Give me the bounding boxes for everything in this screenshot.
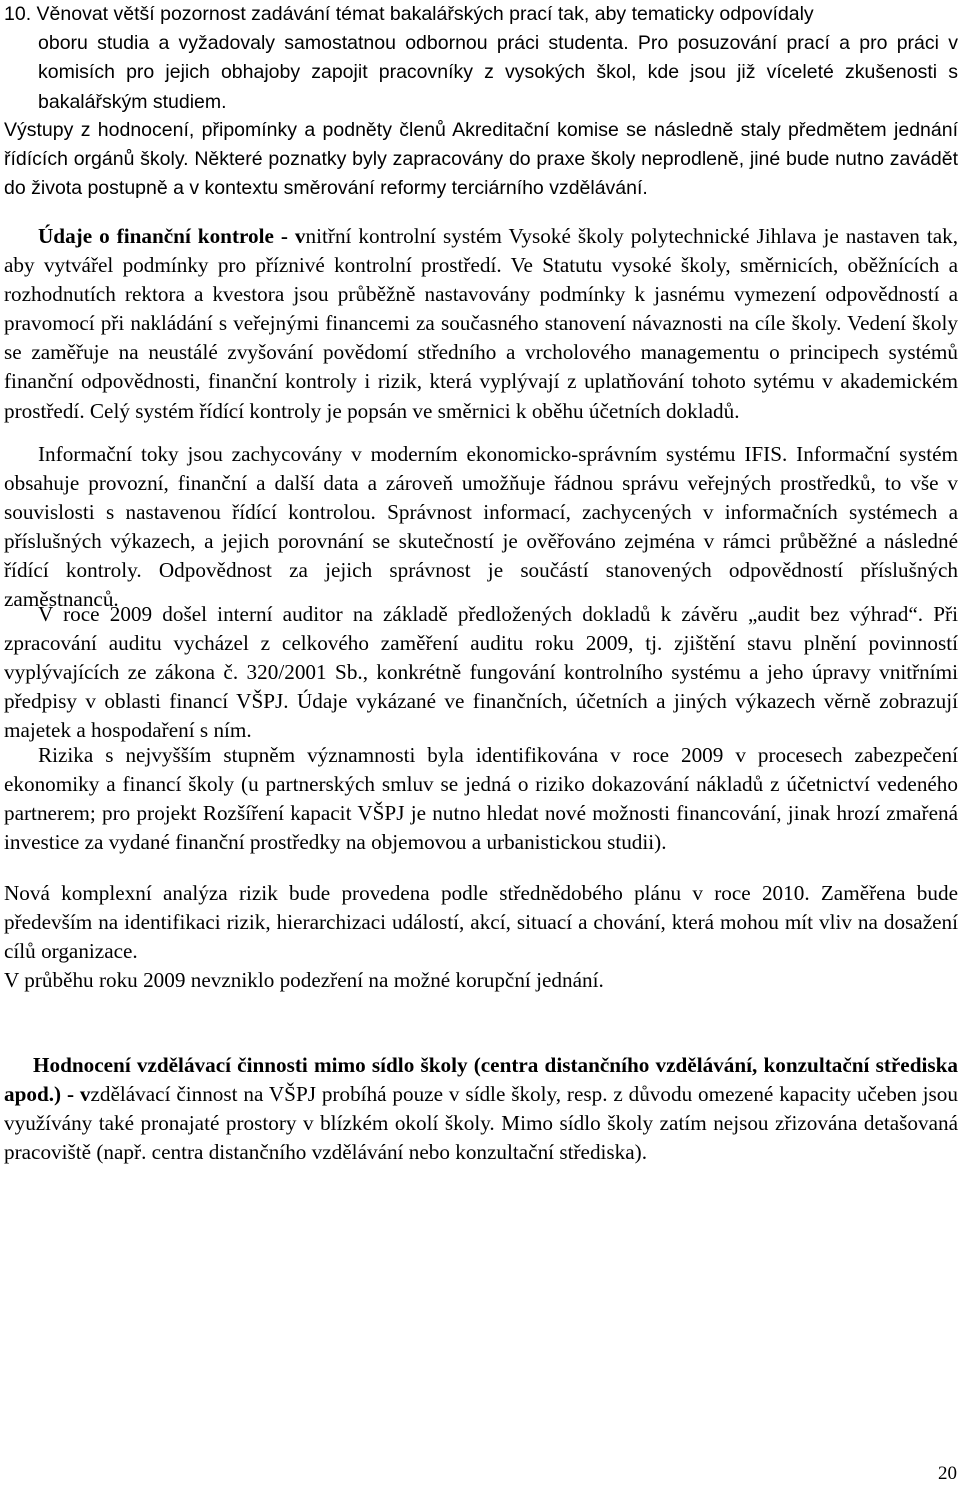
list-item-10 [4, 0, 958, 117]
outside-seat-heading: Hodnocení vzdělávací činnosti mimo sídlo školy (centra distančního vzdělávání, konzultační střediska apod.) - v [4, 1053, 958, 1107]
page-number: 20 [938, 1463, 957, 1484]
financial-control-text: nitřní kontrolní systém Vysoké školy polytechnické Jihlava je nastaven tak, aby vytvářel podmínky pro příznivé kontrolní prostředí. Ve Statutu vysoké školy, směrnicích, oběžnících a rozhodnutích rektora a kvestora jsou průběžně nastavovány podmínky k jasnému vymezení odpovědností a pravomocí při nakládání s veřejnými financemi za současného stanovení návaznosti na cíle školy. Vedení školy se zaměřuje na neustálé zvyšování povědomí středního a vrcholového managementu o principech systémů finanční odpovědnosti, finanční kontroly i rizik, která vyplývají z uplatňování tohoto sytému v akademickém prostředí. Celý systém řídící kontroly je popsán ve směrnici k oběhu účetních dokladů. [4, 224, 958, 423]
outside-seat-paragraph [4, 1051, 958, 1167]
list-item-number: 10. [4, 3, 32, 25]
list-item-text: oboru studia a vyžadovaly samostatnou odbornou práci studenta. Pro posuzování prací a pro práci v komisích pro jejich obhajoby zapojit pracovníky z vysokých škol, kde jsou již víceleté zkušenosti s bakalářským studiem. [38, 32, 958, 113]
risks-paragraph: Rizika s nejvyšším stupněm významnosti byla identifikována v roce 2009 v procesech zabezpečení ekonomiky a financí školy (u partnerských smluv se jedná o riziko dokazování nákladů z účetnictví vedeného partnerem; pro projekt Rozšíření kapacit VŠPJ je nutno hledat nové možnosti financování, jinak hrozí zmařená investice za vydané finanční prostředky na objemovou a urbanistickou studii). [4, 743, 958, 855]
corruption-paragraph: V průběhu roku 2009 nevzniklo podezření na možné korupční jednání. [4, 968, 604, 992]
accreditation-note-paragraph: Výstupy z hodnocení, připomínky a podněty členů Akreditační komise se následně staly předmětem jednání řídících orgánů školy. Některé poznatky byly zapracovány do praxe školy neprodleně, jiné bude nutno zavádět do života postupně a v kontextu směrování reformy terciárního vzdělávání. [4, 119, 958, 200]
outside-seat-text: zdělávací činnost na VŠPJ probíhá pouze v sídle školy, resp. z důvodu omezené kapacity učeben jsou využívány také pronajaté prostory v blízkém okolí školy. Mimo sídlo školy zatím nejsou zřizována detašovaná pracoviště (např. centra distančního vzdělávání nebo konzultační střediska). [4, 1082, 958, 1165]
financial-control-paragraph [4, 222, 958, 426]
risk-analysis-paragraph: Nová komplexní analýza rizik bude provedena podle střednědobého plánu v roce 2010. Zaměřena bude především na identifikaci rizik, hierarchizaci událostí, akcí, situací a chování, která mohou mít vliv na dosažení cílů organizace. [4, 881, 958, 964]
audit-paragraph: V roce 2009 došel interní auditor na základě předložených dokladů k závěru „audit bez výhrad“. Při zpracování auditu vycházel z celkového zaměření auditu roku 2009, tj. zjištění stavu plnění povinností vyplývajících ze zákona č. 320/2001 Sb., konkrétně fungování kontrolního systému a jeho úpravy vnitřními předpisy v oblasti financí VŠPJ. Údaje vykázané ve finančních, účetních a jiných výkazech věrně zobrazují majetek a hospodaření s ním. [4, 602, 958, 743]
list-item-first-line: Věnovat větší pozornost zadávání témat bakalářských prací tak, aby tematicky odpovídaly [36, 3, 814, 25]
financial-control-heading: Údaje o finanční kontrole - v [38, 224, 306, 248]
info-flows-paragraph: Informační toky jsou zachycovány v moderním ekonomicko-správním systému IFIS. Informační systém obsahuje provozní, finanční a další data a zároveň umožňuje řádnou správu veřejných prostředků, to vše v souvislosti s nastavenou řídící kontrolou. Správnost informací, zachycených v informačních systémech a příslušných výkazech, a jejich porovnání se skutečností je ověřováno zejména v rámci průběžné a následné řídící kontroly. Odpovědnost za jejich správnost je součástí stanovených odpovědností příslušných zaměstnanců. [4, 442, 958, 612]
